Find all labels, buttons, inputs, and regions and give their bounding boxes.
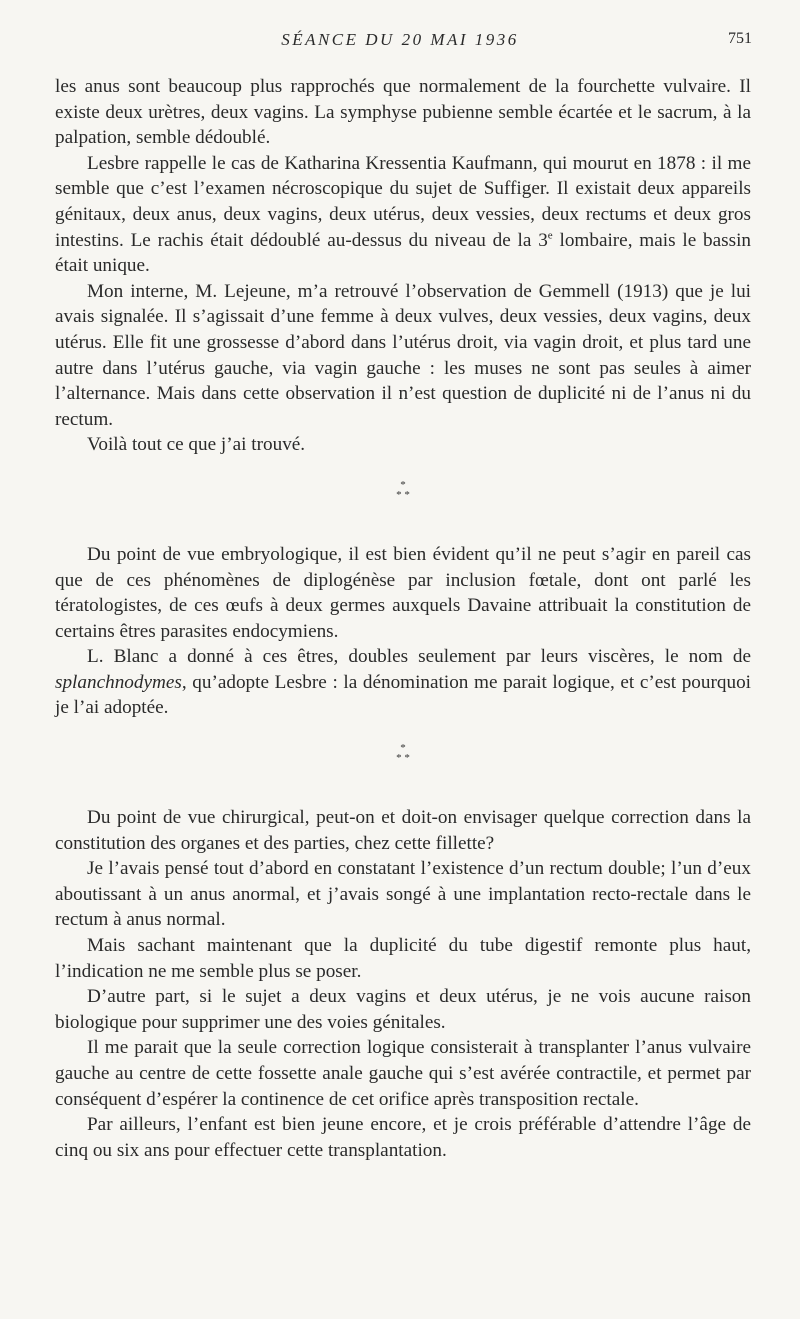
- asterism-separator: [55, 480, 751, 500]
- paragraph-indication: Mais sachant maintenant que la duplicité du tube digestif remonte plus haut, l’indication ne me semble plus se poser.: [55, 935, 751, 982]
- asterism-separator-2: [55, 743, 751, 763]
- paragraph-timing: Par ailleurs, l’enfant est bien jeune encore, et je crois préférable d’attendre l’âge de cinq ou six ans pour effectuer cette transplantation.: [55, 1114, 751, 1161]
- asterism-top: *: [400, 742, 406, 755]
- asterism-bottom: * *: [396, 488, 410, 501]
- paragraph-gemmell-observation: Mon interne, M. Lejeune, m’a retrouvé l’observation de Gemmell (1913) que je lui avais signalée. Il s’agissait d’une femme à deux vulves, deux vessies, deux vagins, deux utérus. Elle fit une grossesse d’abord dans l’utérus droit, via vagin droit, et plus tard une autre dans l’utérus gauche, via vagin gauche : les muses ne sont pas seules à aimer l’alternance. Mais dans cette observation il n’est question de duplicité ni de l’anus ni du rectum.: [55, 280, 751, 430]
- paragraph-surgery-question: Du point de vue chirurgical, peut-on et doit-on envisager quelque correction dans la constitution des organes et des parties, chez cette fillette?: [55, 807, 751, 854]
- paragraph-conclusion: Voilà tout ce que j’ai trouvé.: [87, 434, 306, 456]
- term-splanchnodymes: splanchnodymes: [55, 671, 182, 693]
- paragraph-lesbre-case: [55, 151, 751, 279]
- ordinal-superscript: e: [547, 229, 553, 242]
- paragraph-continuation: les anus sont beaucoup plus rapprochés que normalement de la fourchette vulvaire. Il existe deux urètres, deux vagins. La symphyse pubienne semble écartée et le sacrum, à la palpation, semble dédoublé.: [55, 76, 751, 149]
- asterism-bottom: * *: [396, 752, 410, 765]
- paragraph-embryology: Du point de vue embryologique, il est bien évident qu’il ne peut s’agir en pareil cas que de ces phénomènes de diplogénèse par inclusion fœtale, dont ont parlé les tératologistes, de ces œufs à deux germes auxquels Davaine attribuait la constitution de certains êtres parasites endocymiens.: [55, 543, 751, 642]
- running-title: SÉANCE DU 20 MAI 1936: [281, 30, 519, 49]
- paragraph-correction: Il me parait que la seule correction logique consisterait à transplanter l’anus vulvaire gauche au centre de cette fossette anale gauche qui s’est avérée contractile, et permet par conséquent d’espérer la continence de cet orifice après transposition rectale.: [55, 1037, 751, 1110]
- paragraph-splanchnodymes-text-a: L. Blanc a donné à ces êtres, doubles seulement par leurs viscères, le nom de: [87, 646, 751, 668]
- paragraph-lesbre-text-b: lombaire, mais le bassin était unique.: [55, 229, 751, 277]
- paragraph-splanchnodymes-text-b: , qu’adopte Lesbre : la dénomination me parait logique, et c’est pourquoi je l’ai adoptée.: [55, 671, 751, 719]
- page-number: 751: [728, 30, 752, 47]
- body-text: [55, 74, 751, 1163]
- paragraph-genital-tracts: D’autre part, si le sujet a deux vagins et deux utérus, je ne vois aucune raison biologique pour supprimer une des voies génitales.: [55, 986, 751, 1033]
- running-head: [0, 30, 800, 54]
- asterism-top: *: [400, 478, 406, 491]
- paragraph-splanchnodymes: [55, 644, 751, 721]
- paragraph-lesbre-text-a: Lesbre rappelle le cas de Katharina Kressentia Kaufmann, qui mourut en 1878 : il me semble que c’est l’examen nécroscopique du sujet de Suffiger. Il existait deux appareils génitaux, deux anus, deux vagins, deux utérus, deux vessies, deux rectums et deux gros intestins. Le rachis était dédoublé au-dessus du niveau de la 3: [55, 152, 751, 251]
- paragraph-rectum-double: Je l’avais pensé tout d’abord en constatant l’existence d’un rectum double; l’un d’eux aboutissant à un anus anormal, et j’avais songé à une implantation recto-rectale dans le rectum à anus normal.: [55, 858, 751, 931]
